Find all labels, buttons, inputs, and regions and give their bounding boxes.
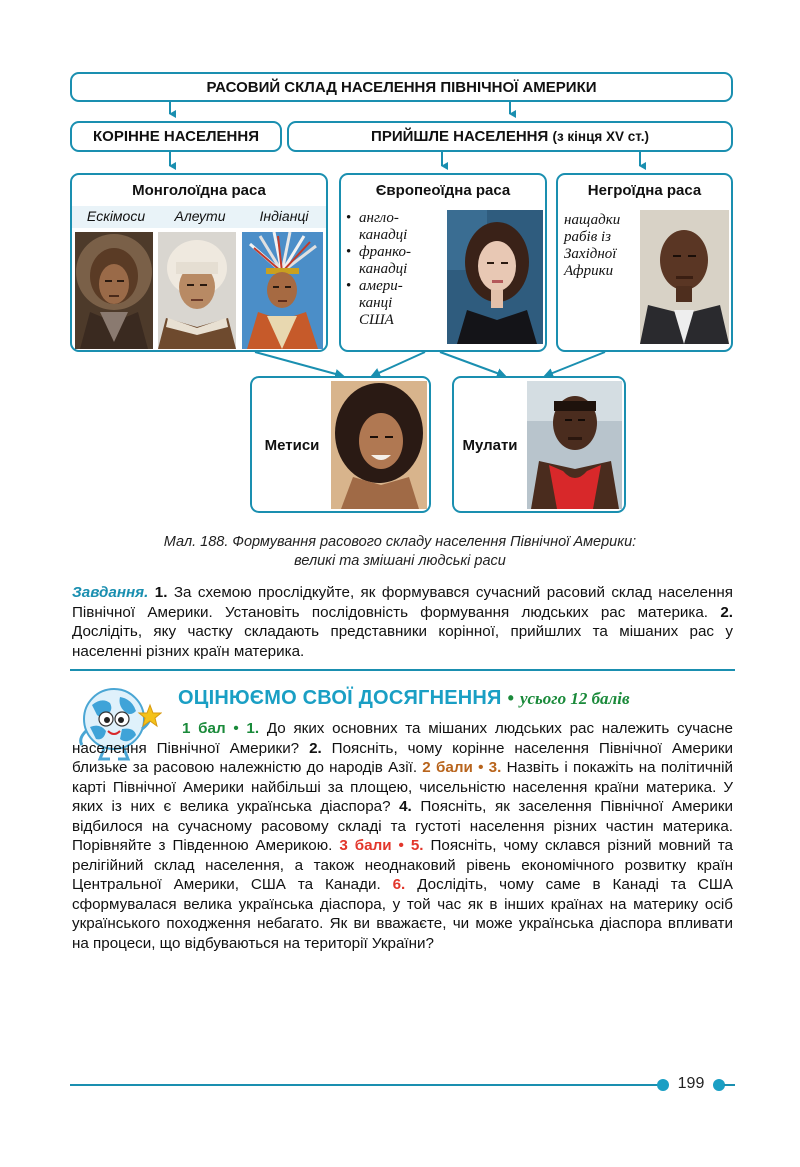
page-number: 199 bbox=[677, 1075, 705, 1092]
negroid-photo bbox=[640, 210, 729, 344]
arrow-europeoid-mulatto bbox=[440, 352, 505, 376]
europeoid-item: • англо- канадці bbox=[346, 210, 446, 244]
question-5: Поясніть, чому склався різний мовний та релігійний склад населення, а також неоднаковий рівень економічного розвитку країн Центральної Америки, США та Канади. bbox=[72, 837, 733, 893]
arrow-europeoid-mestizo bbox=[372, 352, 425, 376]
europeoid-portrait-icon bbox=[447, 210, 543, 344]
mulatto-label: Мулати bbox=[462, 437, 518, 454]
task-paragraph bbox=[72, 583, 733, 661]
assessment-title: ОЦІНЮЄМО СВОЇ ДОСЯГНЕННЯ bbox=[178, 687, 502, 709]
footer-line bbox=[70, 1084, 658, 1086]
europeoid-title: Європеоїдна раса bbox=[375, 182, 511, 199]
europeoid-list bbox=[346, 210, 446, 329]
indian-portrait-icon bbox=[242, 232, 323, 349]
question-6: Дослідіть, чому саме в Канаді та США сформувалася велика українська діаспора, у той час як в інших країнах на материку осіб українського походження небагато. Як ви вважаєте, чи може українська діаспора впливати на процеси, що відбуваються на території України? bbox=[72, 876, 733, 952]
question-2: Поясніть, чому корінне населення Північної Америки близьке за расовою належністю до народів Азії. bbox=[72, 739, 733, 776]
question-2-number: 2. bbox=[309, 739, 322, 757]
score-1-label: 1 бал • 1. bbox=[182, 720, 260, 737]
arrived-population-main: ПРИЙШЛЕ НАСЕЛЕННЯ bbox=[371, 128, 549, 145]
aleut-portrait-icon bbox=[158, 232, 236, 349]
group-indian: Індіанці bbox=[259, 208, 309, 224]
assessment-paragraph bbox=[72, 719, 733, 953]
score-3-label: 3 бали • 5. bbox=[339, 837, 424, 854]
task-text-1: За схемою прослідкуйте, як формувався сучасний расовий склад населення Північної Америки. Установіть послідовність формування людських рас материка. bbox=[72, 584, 733, 621]
assessment-heading bbox=[178, 687, 630, 713]
europeoid-item: • амери- канці США bbox=[346, 278, 446, 329]
caption-line-1: Мал. 188. Формування расового складу населення Північної Америки: bbox=[163, 534, 637, 550]
arrived-population-label bbox=[287, 121, 733, 152]
question-1: До яких основних та мішаних людських рас належить сучасне населення Північної Америки? bbox=[72, 720, 733, 757]
mestizo-portrait-icon bbox=[331, 381, 427, 509]
question-4-number: 4. bbox=[399, 798, 412, 815]
diagram-title: РАСОВИЙ СКЛАД НАСЕЛЕННЯ ПІВНІЧНОЇ АМЕРИКИ bbox=[206, 78, 597, 96]
eskimo-portrait-icon bbox=[75, 232, 153, 349]
arrow-mongoloid-mestizo bbox=[255, 352, 343, 376]
europeoid-item: • франко- канадці bbox=[346, 244, 446, 278]
arrow-negroid-mulatto bbox=[545, 352, 605, 376]
arrived-population-note: (з кінця XV ст.) bbox=[552, 129, 649, 144]
assessment-total: усього 12 балів bbox=[519, 689, 630, 708]
score-2-label: 2 бали • 3. bbox=[422, 759, 502, 776]
assessment-bullet: • bbox=[507, 688, 514, 708]
question-4: Поясніть, як заселення Північної Америки відбилося на сучасному расовому складі та густоті населення різних частин материка. Порівняйте з Південною Америкою. bbox=[72, 798, 733, 854]
negroid-description: нащадки рабів із Західної Африки bbox=[564, 212, 621, 279]
question-3: Назвіть і покажіть на політичній карті Північної Америки найбільші за площею, чисельністю населення країни материка. У яких із них є велика українська діаспора? bbox=[72, 759, 733, 815]
negroid-portrait-icon bbox=[640, 210, 729, 344]
mongoloid-title: Монголоїдна раса bbox=[132, 182, 266, 199]
mulatto-portrait-icon bbox=[527, 381, 622, 509]
footer-line-right bbox=[724, 1084, 735, 1086]
question-6-number: 6. bbox=[392, 876, 406, 893]
mulatto-photo bbox=[527, 381, 622, 509]
task-number-2: 2. bbox=[720, 603, 733, 621]
caption-line-2: великі та змішані людські раси bbox=[294, 553, 506, 569]
task-number-1: 1. bbox=[154, 584, 168, 601]
aleut-photo bbox=[158, 232, 236, 349]
task-text-2: Дослідіть, яку частку складають представники корінної, прийшлих та мішаних рас у населенні різних країн материка. bbox=[72, 623, 733, 660]
indian-photo bbox=[242, 232, 323, 349]
eskimo-photo bbox=[75, 232, 153, 349]
task-label: Завдання. bbox=[72, 584, 149, 601]
section-divider bbox=[70, 669, 735, 671]
group-aleut: Алеути bbox=[174, 208, 226, 224]
mestizo-photo bbox=[331, 381, 427, 509]
group-eskimo: Ескімоси bbox=[86, 208, 146, 224]
native-population-label: КОРІННЕ НАСЕЛЕННЯ bbox=[93, 128, 259, 145]
europeoid-photo bbox=[447, 210, 543, 344]
mestizo-label: Метиси bbox=[264, 437, 320, 454]
figure-caption bbox=[80, 533, 720, 571]
footer-dot-left bbox=[657, 1079, 669, 1091]
negroid-title: Негроїдна раса bbox=[587, 182, 702, 199]
